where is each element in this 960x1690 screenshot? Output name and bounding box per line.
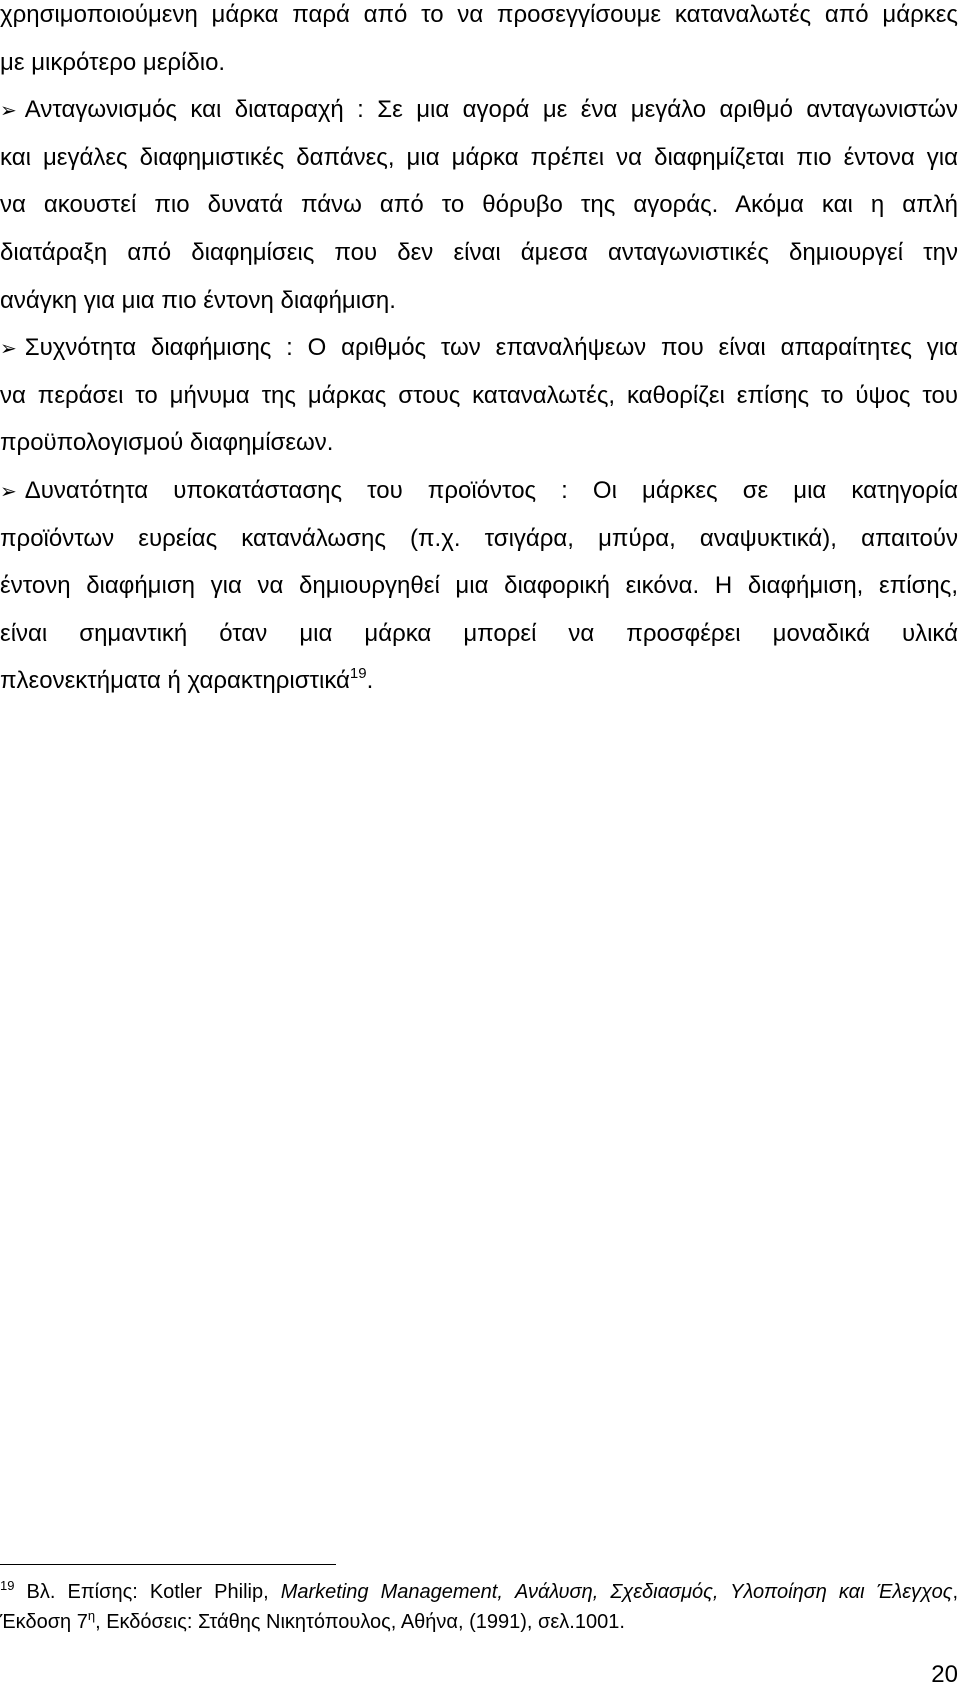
arrow-bullet-icon: ➢ bbox=[0, 98, 17, 123]
body-line: Συχνότητα διαφήμισης : Ο αριθμός των επαναλήψεων που είναι απαραίτητες για bbox=[24, 334, 958, 362]
page-number: 20 bbox=[931, 1661, 958, 1688]
body-line: προϊόντων ευρείας κατανάλωσης (π.χ. τσιγάρα, μπύρα, αναψυκτικά), απαιτούν bbox=[0, 524, 958, 552]
body-line: είναι σημαντική όταν μια μάρκα μπορεί να προσφέρει μοναδικά υλικά bbox=[0, 619, 958, 647]
bullet-item-frequency bbox=[0, 333, 958, 363]
footnote-text: , bbox=[952, 1581, 958, 1603]
body-text: πλεονεκτήματα ή χαρακτηριστικά bbox=[0, 667, 350, 695]
body-line: διατάραξη από διαφημίσεις που δεν είναι άμεσα ανταγωνιστικές δημιουργεί την bbox=[0, 239, 958, 266]
body-line: να ακουστεί πιο δυνατά πάνω από το θόρυβο της αγοράς. Ακόμα και η απλή bbox=[0, 191, 958, 219]
footnote-book-title: Marketing Management, Ανάλυση, Σχεδιασμός, Υλοποίηση και Έλεγχος bbox=[280, 1581, 953, 1603]
bullet-item-substitution bbox=[0, 476, 958, 506]
body-line: Ανταγωνισμός και διαταραχή : Σε μια αγορά με ένα μεγάλο αριθμό ανταγωνιστών bbox=[24, 96, 958, 124]
body-line: ανάγκη για μια πιο έντονη διαφήμιση. bbox=[0, 286, 396, 314]
footnote-reference[interactable]: 19 bbox=[349, 665, 367, 683]
footnote-superscript: η bbox=[87, 1608, 96, 1623]
punctuation: . bbox=[366, 667, 374, 695]
body-line bbox=[0, 666, 958, 696]
body-line: έντονη διαφήμιση για να δημιουργηθεί μια διαφορική εικόνα. Η διαφήμιση, επίσης, bbox=[0, 572, 958, 600]
footnote-text: Βλ. Επίσης: Kotler Philip, bbox=[26, 1581, 281, 1603]
footnote-line bbox=[0, 1578, 958, 1606]
footnote-text: , Εκδόσεις: Στάθης Νικητόπουλος, Αθήνα, (1991), σελ.1001. bbox=[95, 1611, 625, 1633]
arrow-bullet-icon: ➢ bbox=[0, 479, 17, 503]
footnote-number: 19 bbox=[0, 1578, 15, 1593]
footnote-line bbox=[0, 1608, 958, 1636]
body-line: προϋπολογισμού διαφημίσεων. bbox=[0, 429, 334, 457]
body-line: Δυνατότητα υποκατάστασης του προϊόντος : Οι μάρκες σε μια κατηγορία bbox=[24, 477, 958, 504]
footnote-separator bbox=[0, 1564, 336, 1565]
body-line: χρησιμοποιούμενη μάρκα παρά από το να προσεγγίσουμε καταναλωτές από μάρκες bbox=[0, 1, 958, 28]
body-line: με μικρότερο μερίδιο. bbox=[0, 48, 226, 76]
arrow-bullet-icon: ➢ bbox=[0, 336, 17, 361]
body-line: να περάσει το μήνυμα της μάρκας στους καταναλωτές, καθορίζει επίσης το ύψος του bbox=[0, 381, 958, 409]
footnote-text: Έκδοση 7 bbox=[0, 1611, 88, 1633]
bullet-item-competition bbox=[0, 95, 958, 125]
body-line: και μεγάλες διαφημιστικές δαπάνες, μια μάρκα πρέπει να διαφημίζεται πιο έντονα για bbox=[0, 143, 958, 171]
